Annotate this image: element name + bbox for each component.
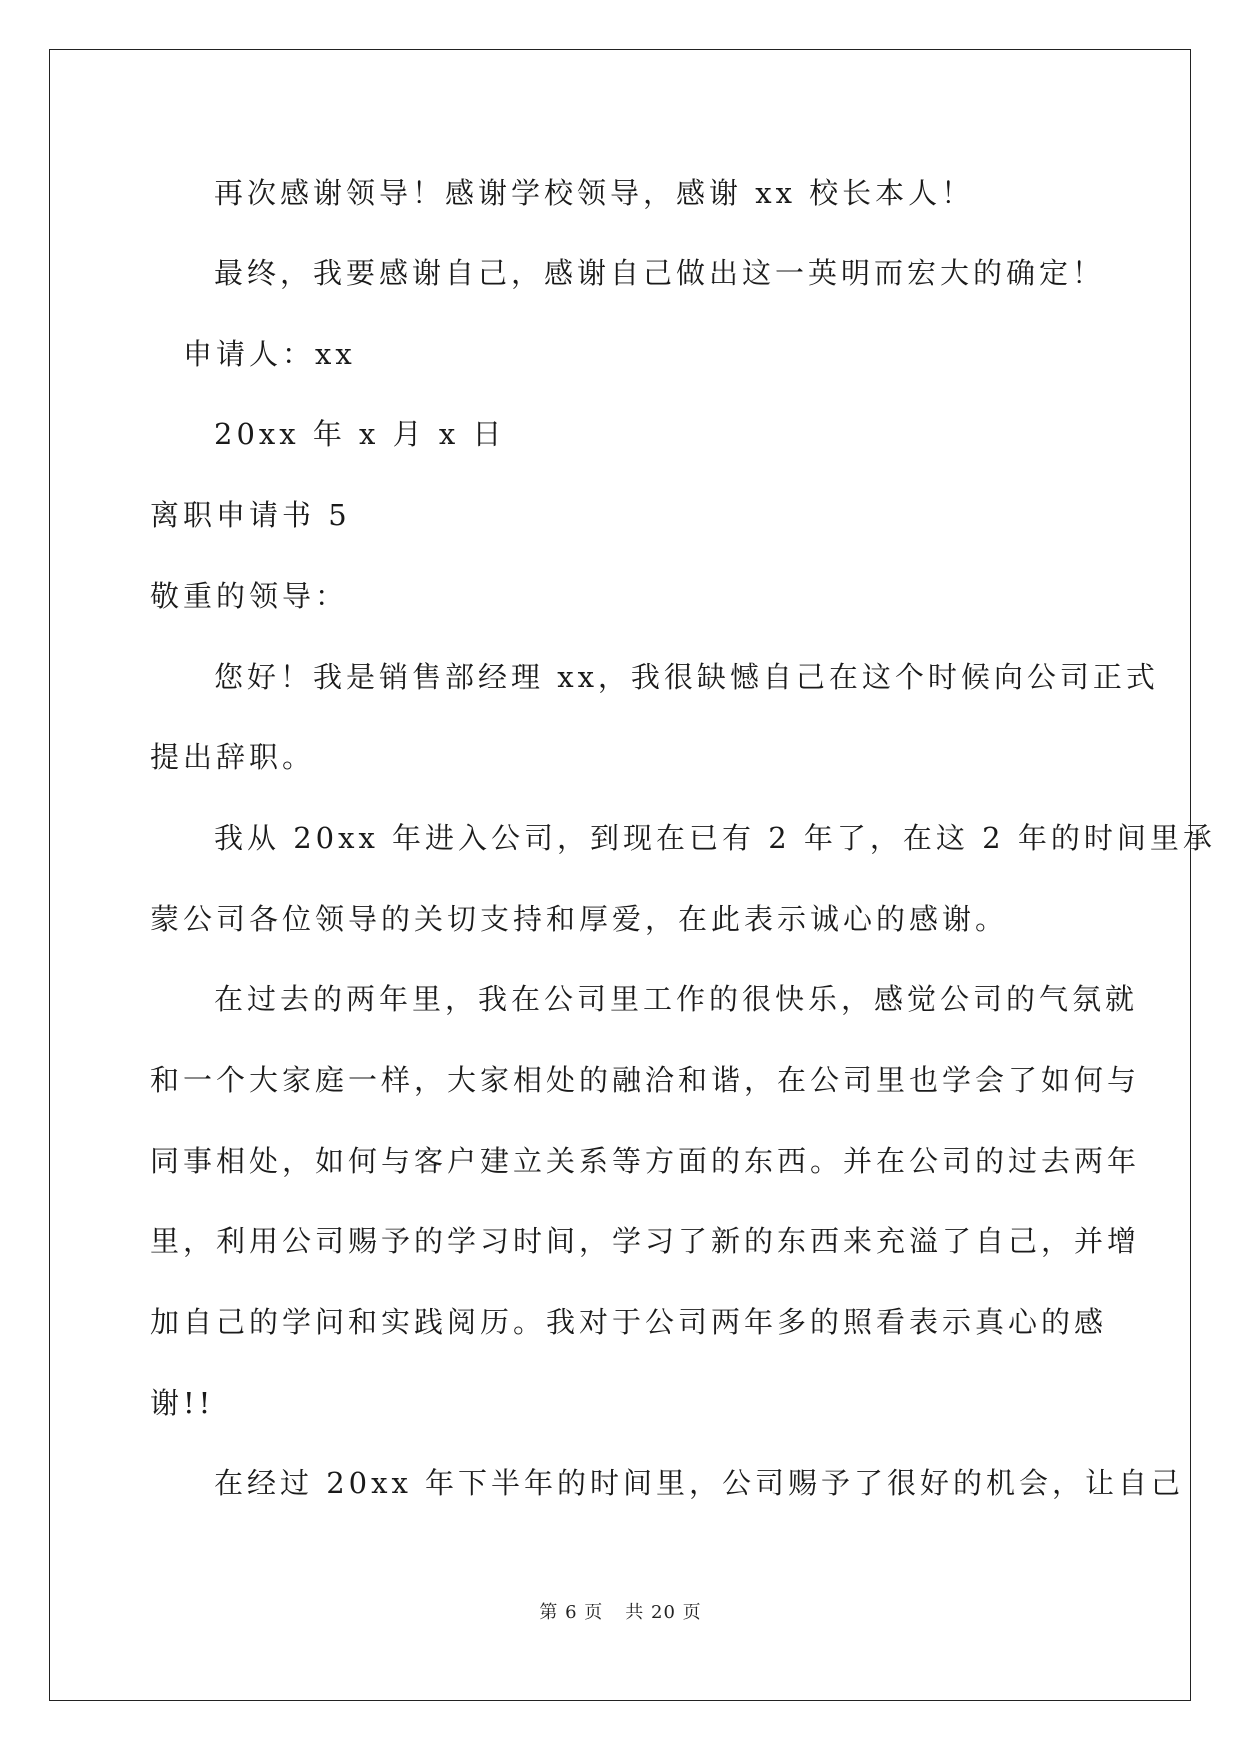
paragraph-line: 再次感谢领导！感谢学校领导，感谢 xx 校长本人！ [214,176,975,210]
applicant-line: 申请人：xx [183,337,356,371]
paragraph-line: 在过去的两年里，我在公司里工作的很快乐，感觉公司的气氛就 [214,982,1139,1016]
page-border [49,49,1216,1701]
paragraph-line: 同事相处，如何与客户建立关系等方面的东西。并在公司的过去两年 [150,1144,1141,1178]
paragraph-line: 蒙公司各位领导的关切支持和厚爱，在此表示诚心的感谢。 [150,902,1009,936]
paragraph-line: 我从 20xx 年进入公司，到现在已有 2 年了，在这 2 年的时间里承 [214,821,1216,855]
paragraph-line: 您好！我是销售部经理 xx，我很缺憾自己在这个时候向公司正式 [214,660,1159,694]
paragraph-line: 加自己的学问和实践阅历。我对于公司两年多的照看表示真心的感 [150,1305,1108,1339]
paragraph-line: 和一个大家庭一样，大家相处的融洽和谐，在公司里也学会了如何与 [150,1063,1141,1097]
paragraph-line: 里，利用公司赐予的学习时间，学习了新的东西来充溢了自己，并增 [150,1224,1141,1258]
page-footer [0,1601,1241,1625]
paragraph-line: 在经过 20xx 年下半年的时间里，公司赐予了很好的机会，让自己 [214,1466,1185,1500]
page-total: 共 20 页 [625,1602,702,1623]
date-line: 20xx 年 x 月 x 日 [214,417,506,451]
paragraph-line: 提出辞职。 [150,740,316,774]
paragraph-line: 谢!! [150,1386,215,1420]
paragraph-line: 最终，我要感谢自己，感谢自己做出这一英明而宏大的确定！ [214,256,1106,290]
page-number: 第 6 页 [539,1602,604,1623]
section-title: 离职申请书 5 [150,498,351,532]
salutation: 敬重的领导： [150,579,349,613]
